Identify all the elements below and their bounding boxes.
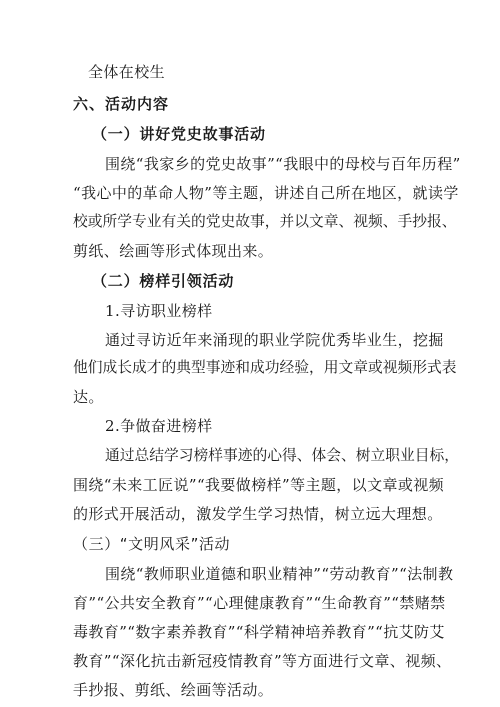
subsection-heading-3: （三）“文明风采”活动 (73, 535, 231, 553)
list-item-heading: 1.寻访职业榜样 (105, 302, 213, 320)
paragraph-line: 围绕“我家乡的党史故事”“我眼中的母校与百年历程” (105, 155, 461, 173)
paragraph-line: 育”“公共安全教育”“心理健康教育”“生命教育”“禁赌禁 (73, 594, 446, 612)
paragraph-line: “我心中的革命人物”等主题，讲述自己所在地区，就读学 (73, 184, 459, 202)
subsection-heading-2: （二）榜样引领活动 (92, 272, 235, 290)
paragraph-line: 围绕“教师职业道德和职业精神”“劳动教育”“法制教 (105, 565, 454, 583)
paragraph-line: 手抄报、剪纸、绘画等活动。 (73, 681, 274, 699)
paragraph-line: 的形式开展活动，激发学生学习热情，树立远大理想。 (73, 505, 443, 523)
paragraph-line: 剪纸、绘画等形式体现出来。 (73, 242, 274, 260)
paragraph-line: 教育”“深化抗击新冠疫情教育”等方面进行文章、视频、 (73, 652, 452, 670)
paragraph-line: 通过寻访近年来涌现的职业学院优秀毕业生，挖掘 (105, 331, 444, 349)
subsection-heading-1: （一）讲好党史故事活动 (92, 125, 266, 143)
section-heading-activity-content: 六、活动内容 (73, 95, 170, 113)
paragraph-line: 他们成长成才的典型事迹和成功经验，用文章或视频形式表 (73, 359, 457, 376)
audience-line: 全体在校生 (88, 63, 166, 81)
paragraph-line: 围绕“未来工匠说”“我要做榜样”等主题，以文章或视频 (73, 476, 445, 494)
list-item-heading: 2.争做奋进榜样 (105, 417, 213, 435)
paragraph-line: 毒教育”“数字素养教育”“科学精神培养教育”“抗艾防艾 (73, 623, 445, 641)
paragraph-line: 校或所学专业有关的党史故事，并以文章、视频、手抄报、 (73, 213, 457, 230)
paragraph-line: 通过总结学习榜样事迹的心得、体会、树立职业目标， (105, 447, 459, 464)
paragraph-line: 达。 (73, 388, 104, 406)
